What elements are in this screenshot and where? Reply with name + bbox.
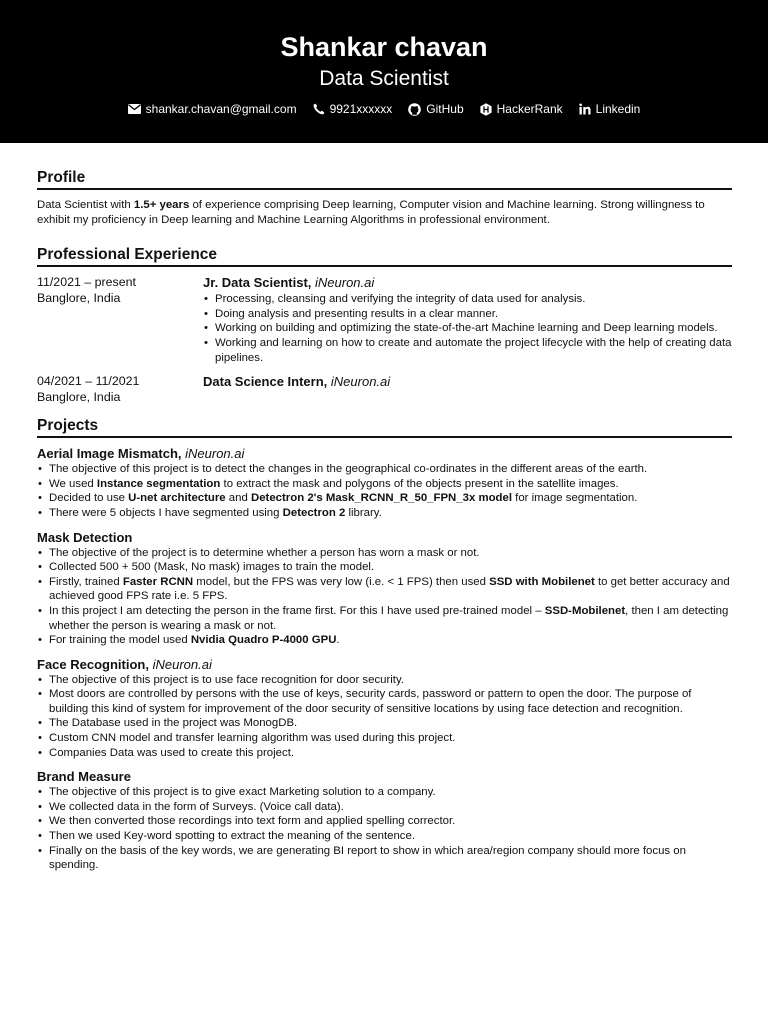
experience-dates: 04/2021 – 11/2021	[37, 374, 140, 389]
email-label: shankar.chavan@gmail.com	[145, 102, 297, 116]
experience-entry	[37, 275, 732, 365]
email-link[interactable]	[128, 101, 297, 117]
list-item: • Then we used Key-word spotting to extract the meaning of the sentence.	[37, 829, 732, 844]
hackerrank-icon	[480, 103, 492, 116]
list-item: • Processing, cleansing and verifying the integrity of data used for analysis.	[203, 292, 732, 307]
candidate-title: Data Scientist	[319, 67, 449, 90]
list-item: • Custom CNN model and transfer learning algorithm was used during this project.	[37, 731, 732, 746]
list-item: • Working on building and optimizing the state-of-the-art Machine learning and Deep learning models.	[203, 321, 732, 336]
project-entry	[37, 657, 732, 761]
project-bullets	[37, 462, 732, 520]
list-item: • The objective of this project is to use face recognition for door security.	[37, 673, 732, 688]
profile-summary	[37, 198, 732, 227]
hackerrank-label: HackerRank	[496, 102, 563, 116]
github-icon	[408, 103, 421, 116]
project-title	[37, 446, 732, 462]
phone-icon	[313, 103, 325, 115]
project-bullets	[37, 546, 732, 648]
list-item: • There were 5 objects I have segmented using Detectron 2 library.	[37, 506, 732, 521]
profile-text: of experience comprising Deep learning, Computer vision and Machine learning. Strong willingness to exhibit my proficiency in Deep learning and Machine Learning Algorithms in professional environment.	[37, 199, 705, 226]
experience-heading: Professional Experience	[37, 245, 732, 267]
resume-header	[0, 0, 768, 143]
profile-years: 1.5+ years	[133, 199, 190, 211]
job-company: iNeuron.ai	[330, 374, 391, 390]
job-title	[203, 275, 732, 291]
experience-entry	[37, 374, 732, 405]
phone-label: 9921xxxxxx	[329, 102, 393, 116]
list-item: • Most doors are controlled by persons with the use of keys, security cards, password or pattern to open the door. The purpose of building this kind of system for improvement of the door security of sensitive locations by using face detection and recognition.	[37, 687, 732, 716]
list-item: • The objective of the project is to determine whether a person has worn a mask or not.	[37, 546, 732, 561]
list-item: • Decided to use U-net architecture and Detectron 2's Mask_RCNN_R_50_FPN_3x model for image segmentation.	[37, 491, 732, 506]
experience-details	[203, 275, 732, 365]
experience-location: Banglore, India	[37, 290, 121, 305]
project-bullets	[37, 785, 732, 873]
projects-heading: Projects	[37, 416, 732, 438]
list-item: • Companies Data was used to create this project.	[37, 746, 732, 761]
project-bullets	[37, 673, 732, 761]
list-item: • Firstly, trained Faster RCNN model, but the FPS was very low (i.e. < 1 FPS) then used SSD with Mobilenet to get better accuracy and achieved good FPS rate i.e. 5 FPS.	[37, 575, 732, 604]
list-item: • For training the model used Nvidia Quadro P-4000 GPU.	[37, 633, 732, 648]
profile-heading: Profile	[37, 168, 732, 190]
list-item: • In this project I am detecting the person in the frame first. For this I have used pre-trained model – SSD-Mobilenet, then I am detecting whether the person is wearing a mask or not.	[37, 604, 732, 633]
project-entry	[37, 530, 732, 648]
list-item: • We collected data in the form of Surveys. (Voice call data).	[37, 800, 732, 815]
list-item: • Doing analysis and presenting results in a clear manner.	[203, 307, 732, 322]
project-name: Aerial Image Mismatch,	[37, 446, 182, 462]
phone-link[interactable]	[313, 101, 393, 117]
project-title: Brand Measure	[37, 769, 131, 785]
job-role: Data Science Intern,	[203, 374, 328, 390]
hackerrank-link[interactable]	[480, 101, 563, 117]
linkedin-icon	[579, 103, 591, 115]
project-company: iNeuron.ai	[152, 656, 212, 672]
list-item: • The objective of this project is to give exact Marketing solution to a company.	[37, 785, 732, 800]
job-title	[203, 374, 732, 390]
profile-text: Data Scientist with	[37, 199, 134, 211]
project-company: iNeuron.ai	[185, 446, 245, 462]
github-link[interactable]	[408, 101, 463, 117]
contact-bar	[0, 101, 768, 117]
experience-dates: 11/2021 – present	[37, 275, 136, 290]
linkedin-link[interactable]	[579, 101, 641, 117]
experience-meta	[37, 374, 203, 405]
job-role: Jr. Data Scientist,	[203, 275, 312, 291]
list-item: • Finally on the basis of the key words, we are generating BI report to show in which area/region company should more focus on spending.	[37, 844, 732, 873]
list-item: • Working and learning on how to create and automate the project lifecycle with the help of creating data pipelines.	[203, 336, 732, 365]
list-item: • The Database used in the project was MonogDB.	[37, 716, 732, 731]
envelope-icon	[128, 104, 141, 114]
linkedin-label: Linkedin	[595, 102, 641, 116]
project-entry	[37, 769, 732, 873]
job-bullets	[203, 292, 732, 365]
resume-body	[37, 168, 732, 873]
candidate-name: Shankar chavan	[280, 32, 488, 62]
experience-details	[203, 374, 732, 405]
project-title	[37, 657, 732, 673]
list-item: • The objective of this project is to detect the changes in the geographical co-ordinates in the different areas of the earth.	[37, 462, 732, 477]
experience-meta	[37, 275, 203, 365]
list-item: • We used Instance segmentation to extract the mask and polygons of the objects present in the satellite images.	[37, 477, 732, 492]
project-entry	[37, 446, 732, 520]
experience-location: Banglore, India	[37, 389, 121, 404]
github-label: GitHub	[426, 102, 464, 116]
job-company: iNeuron.ai	[315, 275, 375, 291]
project-title: Mask Detection	[37, 529, 133, 545]
list-item: • Collected 500 + 500 (Mask, No mask) images to train the model.	[37, 560, 732, 575]
list-item: • We then converted those recordings into text form and applied spelling corrector.	[37, 814, 732, 829]
project-name: Face Recognition,	[37, 656, 149, 672]
